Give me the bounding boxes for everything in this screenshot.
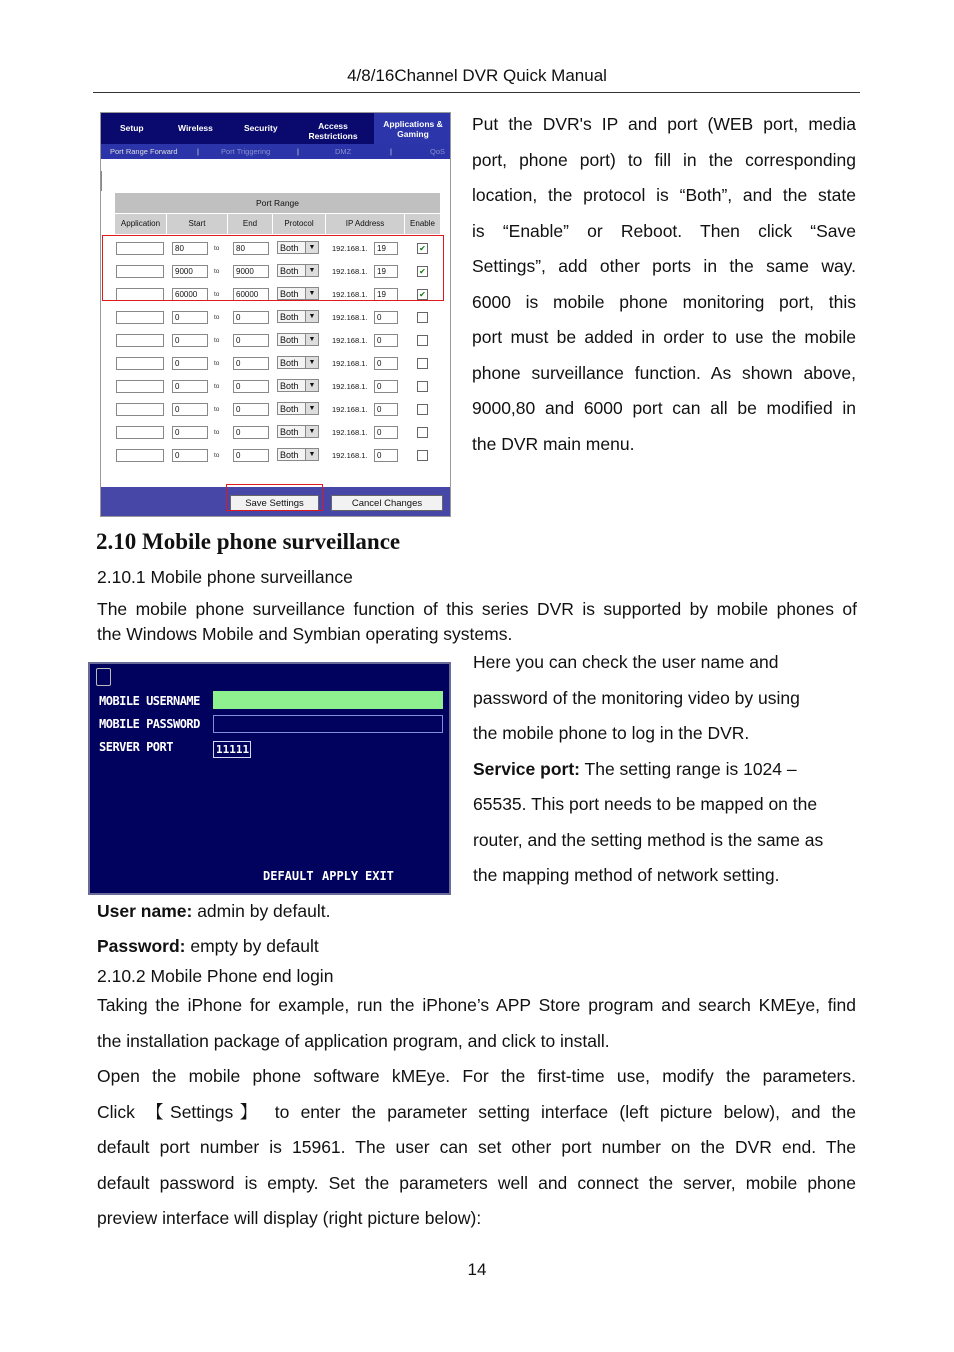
router-subtab-dmz: DMZ: [335, 147, 352, 156]
mobile-description: [473, 645, 873, 894]
router-subtab-bar: [101, 144, 451, 159]
support-line: the Windows Mobile and Symbian operating systems.: [97, 624, 513, 644]
start-port-input[interactable]: 80: [172, 242, 208, 255]
intro-line: location, the protocol is “Both”, and the state: [472, 185, 856, 205]
login-line: Open the mobile phone software kMEye. For the first-time use, modify the parameters.: [97, 1066, 856, 1086]
protocol-select[interactable]: [277, 379, 319, 392]
application-input[interactable]: [116, 403, 164, 416]
router-subtab-port-range: Port Range Forward: [110, 147, 178, 156]
ip-last-octet-input[interactable]: 0: [374, 403, 398, 416]
chevron-down-icon: ▼: [305, 380, 318, 391]
chevron-down-icon: ▼: [305, 265, 318, 276]
protocol-value: Both: [280, 450, 299, 460]
mobile-desc-line: the mapping method of network setting.: [473, 865, 780, 885]
start-port-input[interactable]: 0: [172, 357, 208, 370]
end-port-input[interactable]: 0: [233, 357, 269, 370]
ip-last-octet-input[interactable]: 0: [374, 426, 398, 439]
highlight-box-ports: [102, 235, 444, 301]
chevron-down-icon: ▼: [305, 311, 318, 322]
router-tab-setup: Setup: [120, 123, 144, 133]
mobile-password-field[interactable]: [213, 715, 443, 733]
mobile-desc-line: 65535. This port needs to be mapped on the: [473, 794, 818, 814]
router-subtab-sep: |: [297, 147, 299, 156]
application-input[interactable]: [116, 449, 164, 462]
protocol-value: Both: [280, 427, 299, 437]
ip-last-octet-input[interactable]: 0: [374, 357, 398, 370]
application-input[interactable]: [116, 334, 164, 347]
intro-line: phone surveillance function. As shown above,: [472, 362, 856, 383]
enable-checkbox[interactable]: [417, 427, 428, 438]
application-input[interactable]: [116, 357, 164, 370]
ip-last-octet-input[interactable]: 19: [374, 265, 398, 278]
start-port-input[interactable]: 0: [172, 380, 208, 393]
to-label: to: [214, 383, 220, 390]
login-line: Click 【Settings】 to enter the parameter setting interface (left picture below), and the: [97, 1101, 856, 1122]
protocol-select[interactable]: [277, 356, 319, 369]
start-port-input[interactable]: 0: [172, 311, 208, 324]
chevron-down-icon: ▼: [305, 449, 318, 460]
mobile-desc-line: router, and the setting method is the same as: [473, 829, 824, 850]
start-port-input[interactable]: 0: [172, 403, 208, 416]
service-port-line: [473, 752, 873, 788]
login-line: default port number is 15961. The user can set other port number on the DVR end. The: [97, 1137, 856, 1157]
ip-prefix: 192.168.1.: [332, 267, 368, 276]
router-tab-applications: Applications & Gaming: [374, 113, 451, 144]
header-rule: [93, 92, 860, 93]
ip-prefix: 192.168.1.: [332, 244, 368, 253]
router-subtab-sep: |: [197, 147, 199, 156]
mobile-username-field[interactable]: [213, 691, 443, 709]
enable-checkbox[interactable]: [417, 381, 428, 392]
start-port-input[interactable]: 9000: [172, 265, 208, 278]
start-port-input[interactable]: 0: [172, 449, 208, 462]
end-port-input[interactable]: 0: [233, 311, 269, 324]
ip-prefix: 192.168.1.: [332, 428, 368, 437]
intro-line: the DVR main menu.: [472, 433, 635, 454]
to-label: to: [214, 406, 220, 413]
login-line: the installation package of application program, and click to install.: [97, 1030, 610, 1051]
user-name-line: [97, 901, 330, 922]
mobile-desc-line: Here you can check the user name and: [473, 652, 779, 672]
protocol-select[interactable]: [277, 310, 319, 323]
col-end: End: [228, 214, 272, 234]
router-subtab-port-triggering: Port Triggering: [221, 147, 271, 156]
ip-last-octet-input[interactable]: 0: [374, 311, 398, 324]
end-port-input[interactable]: 9000: [233, 265, 269, 278]
mobile-desc-line: the mobile phone to log in the DVR.: [473, 723, 750, 743]
col-protocol: Protocol: [273, 214, 325, 234]
port-range-header: Port Range: [115, 193, 440, 213]
to-label: to: [214, 314, 220, 321]
apply-button[interactable]: APPLY: [322, 869, 359, 883]
page-number: 14: [467, 1260, 487, 1279]
enable-checkbox[interactable]: ✔: [417, 289, 428, 300]
intro-line: 6000 is mobile phone monitoring port, this: [472, 291, 856, 312]
col-enable: Enable: [405, 214, 440, 234]
ip-prefix: 192.168.1.: [332, 382, 368, 391]
start-port-input[interactable]: 60000: [172, 288, 208, 301]
protocol-value: Both: [280, 266, 299, 276]
service-port-text: The setting range is 1024 –: [579, 758, 797, 779]
application-input[interactable]: [116, 311, 164, 324]
password-label: Password:: [97, 936, 186, 956]
chevron-down-icon: ▼: [305, 426, 318, 437]
protocol-value: Both: [280, 381, 299, 391]
login-line: preview interface will display (right picture below):: [97, 1208, 482, 1228]
mobile-desc-line: password of the monitoring video by using: [473, 687, 800, 708]
ip-prefix: 192.168.1.: [332, 336, 368, 345]
to-label: to: [214, 452, 220, 459]
ip-last-octet-input[interactable]: 19: [374, 242, 398, 255]
protocol-select[interactable]: [277, 448, 319, 461]
intro-line: Put the DVR's IP and port (WEB port, media: [472, 114, 856, 134]
server-port-label: SERVER PORT: [99, 740, 173, 754]
intro-paragraph: [472, 107, 856, 462]
chevron-down-icon: ▼: [305, 242, 318, 253]
col-start: Start: [167, 214, 227, 234]
enable-checkbox[interactable]: [417, 450, 428, 461]
intro-line: port, phone port) to fill in the corresponding: [472, 149, 856, 170]
to-label: to: [214, 268, 220, 275]
end-port-input[interactable]: 0: [233, 380, 269, 393]
enable-checkbox[interactable]: [417, 404, 428, 415]
router-tab-access: Access Restrictions: [308, 121, 358, 141]
mobile-password-label: MOBILE PASSWORD: [99, 717, 200, 731]
protocol-value: Both: [280, 335, 299, 345]
password-line: [97, 936, 319, 957]
exit-button[interactable]: EXIT: [365, 869, 394, 883]
ip-prefix: 192.168.1.: [332, 313, 368, 322]
to-label: to: [214, 429, 220, 436]
login-paragraph: [97, 988, 856, 1237]
page-header-title: 4/8/16Channel DVR Quick Manual: [347, 66, 607, 85]
user-name-value: admin by default.: [192, 901, 331, 921]
col-ip-address: IP Address: [326, 214, 404, 234]
support-paragraph: [97, 597, 857, 647]
default-button[interactable]: DEFAULT: [263, 869, 314, 883]
subsection-title-2: 2.10.2 Mobile Phone end login: [97, 966, 334, 986]
device-icon: [96, 668, 111, 686]
to-label: to: [214, 337, 220, 344]
highlight-box-save: [226, 484, 323, 511]
server-port-field[interactable]: 11111: [213, 741, 251, 758]
protocol-select[interactable]: [277, 333, 319, 346]
start-port-input[interactable]: 0: [172, 334, 208, 347]
save-settings-button[interactable]: Save Settings: [230, 495, 319, 511]
end-port-input[interactable]: 0: [233, 426, 269, 439]
router-tab-wireless: Wireless: [178, 123, 213, 133]
protocol-value: Both: [280, 404, 299, 414]
to-label: to: [214, 360, 220, 367]
mobile-settings-screenshot: [88, 662, 451, 895]
cancel-changes-button[interactable]: Cancel Changes: [331, 495, 443, 511]
end-port-input[interactable]: 0: [233, 334, 269, 347]
ip-prefix: 192.168.1.: [332, 405, 368, 414]
ip-prefix: 192.168.1.: [332, 359, 368, 368]
chevron-down-icon: ▼: [305, 357, 318, 368]
service-port-label: Service port:: [473, 758, 580, 779]
chevron-down-icon: ▼: [305, 334, 318, 345]
router-subtab-sep: |: [390, 147, 392, 156]
to-label: to: [214, 291, 220, 298]
end-port-input[interactable]: 60000: [233, 288, 269, 301]
protocol-select[interactable]: [277, 425, 319, 438]
enable-checkbox[interactable]: ✔: [417, 243, 428, 254]
intro-line: is “Enable” or Reboot. Then click “Save: [472, 220, 856, 241]
enable-checkbox[interactable]: [417, 358, 428, 369]
chevron-down-icon: ▼: [305, 403, 318, 414]
protocol-value: Both: [280, 358, 299, 368]
ip-last-octet-input[interactable]: 0: [374, 334, 398, 347]
ip-last-octet-input[interactable]: 0: [374, 449, 398, 462]
subsection-title-1: 2.10.1 Mobile phone surveillance: [97, 567, 353, 587]
end-port-input[interactable]: 80: [233, 242, 269, 255]
ip-last-octet-input[interactable]: 19: [374, 288, 398, 301]
ip-last-octet-input[interactable]: 0: [374, 380, 398, 393]
login-line: default password is empty. Set the parameters well and connect the server, mobile phone: [97, 1172, 856, 1193]
application-input[interactable]: [116, 426, 164, 439]
enable-checkbox[interactable]: [417, 335, 428, 346]
user-name-label: User name:: [97, 901, 193, 921]
support-line: The mobile phone surveillance function of this series DVR is supported by mobile phones of: [97, 599, 857, 619]
mobile-username-label: MOBILE USERNAME: [99, 694, 200, 708]
router-port-forward-screenshot: [100, 112, 451, 517]
intro-line: Settings”, add other ports in the same way.: [472, 256, 856, 276]
protocol-value: Both: [280, 312, 299, 322]
enable-checkbox[interactable]: [417, 312, 428, 323]
router-tab-security: Security: [244, 123, 278, 133]
col-application: Application: [115, 214, 166, 234]
protocol-value: Both: [280, 289, 299, 299]
router-top-bar: [101, 113, 451, 144]
protocol-select[interactable]: [277, 402, 319, 415]
start-port-input[interactable]: 0: [172, 426, 208, 439]
end-port-input[interactable]: 0: [233, 403, 269, 416]
intro-line: port must be added in order to use the mobile: [472, 327, 856, 347]
application-input[interactable]: [116, 380, 164, 393]
end-port-input[interactable]: 0: [233, 449, 269, 462]
ip-prefix: 192.168.1.: [332, 290, 368, 299]
to-label: to: [214, 245, 220, 252]
protocol-value: Both: [280, 243, 299, 253]
section-title: 2.10 Mobile phone surveillance: [96, 529, 401, 554]
login-line: Taking the iPhone for example, run the iPhone’s APP Store program and search KMEye, find: [97, 995, 856, 1015]
password-value: empty by default: [185, 936, 319, 956]
ip-prefix: 192.168.1.: [332, 451, 368, 460]
chevron-down-icon: ▼: [305, 288, 318, 299]
enable-checkbox[interactable]: ✔: [417, 266, 428, 277]
router-subtab-qos: QoS: [430, 147, 446, 156]
intro-line: 9000,80 and 6000 port can all be modified in: [472, 398, 856, 418]
